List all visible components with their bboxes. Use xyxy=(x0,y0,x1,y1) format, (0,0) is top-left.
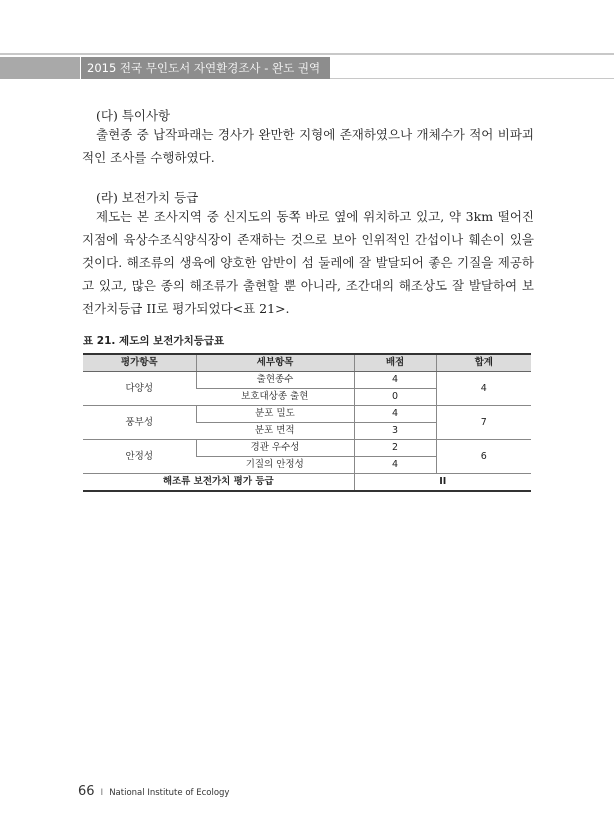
score-cell: 2 xyxy=(354,440,436,457)
final-grade-value: II xyxy=(354,474,531,492)
institution-name: National Institute of Ecology xyxy=(109,788,230,798)
page-number: 66 xyxy=(78,784,95,799)
running-title: 2015 전국 무인도서 자연환경조사 - 완도 권역 xyxy=(80,57,330,79)
final-grade-label: 해조류 보전가치 평가 등급 xyxy=(83,474,354,492)
item-cell: 보호대상종 출현 xyxy=(196,389,354,406)
score-cell: 4 xyxy=(354,406,436,423)
table-row xyxy=(83,406,531,423)
item-cell: 경관 우수성 xyxy=(196,440,354,457)
special-notes-paragraph: 출현종 중 납작파래는 경사가 완만한 지형에 존재하였으나 개체수가 적어 비파괴적인 조사를 수행하였다. xyxy=(82,127,534,165)
item-cell: 출현종수 xyxy=(196,372,354,389)
category-cell: 다양성 xyxy=(83,372,196,406)
col-header-item: 세부항목 xyxy=(196,354,354,372)
item-cell: 기질의 안정성 xyxy=(196,457,354,474)
conservation-grade-table xyxy=(83,353,531,492)
table-header-row xyxy=(83,354,531,372)
final-grade-row xyxy=(83,474,531,492)
table-row xyxy=(83,440,531,457)
col-header-category: 평가항목 xyxy=(83,354,196,372)
footer-separator: I xyxy=(100,788,104,798)
category-cell: 안정성 xyxy=(83,440,196,474)
section-heading-special-notes: (다) 특이사항 xyxy=(96,108,171,123)
total-cell: 7 xyxy=(436,406,531,440)
category-cell: 풍부성 xyxy=(83,406,196,440)
total-cell: 4 xyxy=(436,372,531,406)
score-cell: 3 xyxy=(354,423,436,440)
col-header-total: 합계 xyxy=(436,354,531,372)
table-row xyxy=(83,372,531,389)
score-cell: 4 xyxy=(354,457,436,474)
item-cell: 분포 밀도 xyxy=(196,406,354,423)
score-cell: 4 xyxy=(354,372,436,389)
conservation-grade-paragraph: 제도는 본 조사지역 중 신지도의 동쪽 바로 옆에 위치하고 있고, 약 3km 떨어진 지점에 육상수조식양식장이 존재하는 것으로 보아 인위적인 간섭이나 훼손이 있을 것이다. 해조류의 생육에 양호한 암반이 섬 둘레에 잘 발달되어 좋은 기질을 제공하고 있고, 많은 종의 해조류가 출현할 뿐 아니라, 조간대의 해조상도 잘 발달하여 보전가치등급 II로 평가되었다<표 21>. xyxy=(82,209,534,316)
item-cell: 분포 면적 xyxy=(196,423,354,440)
header-underline xyxy=(330,78,614,79)
header-rule xyxy=(0,53,614,55)
total-cell: 6 xyxy=(436,440,531,474)
score-cell: 0 xyxy=(354,389,436,406)
col-header-score: 배점 xyxy=(354,354,436,372)
table-caption: 표 21. 제도의 보전가치등급표 xyxy=(83,335,225,347)
section-heading-conservation-grade: (라) 보전가치 등급 xyxy=(96,190,199,205)
page-footer xyxy=(78,780,229,799)
